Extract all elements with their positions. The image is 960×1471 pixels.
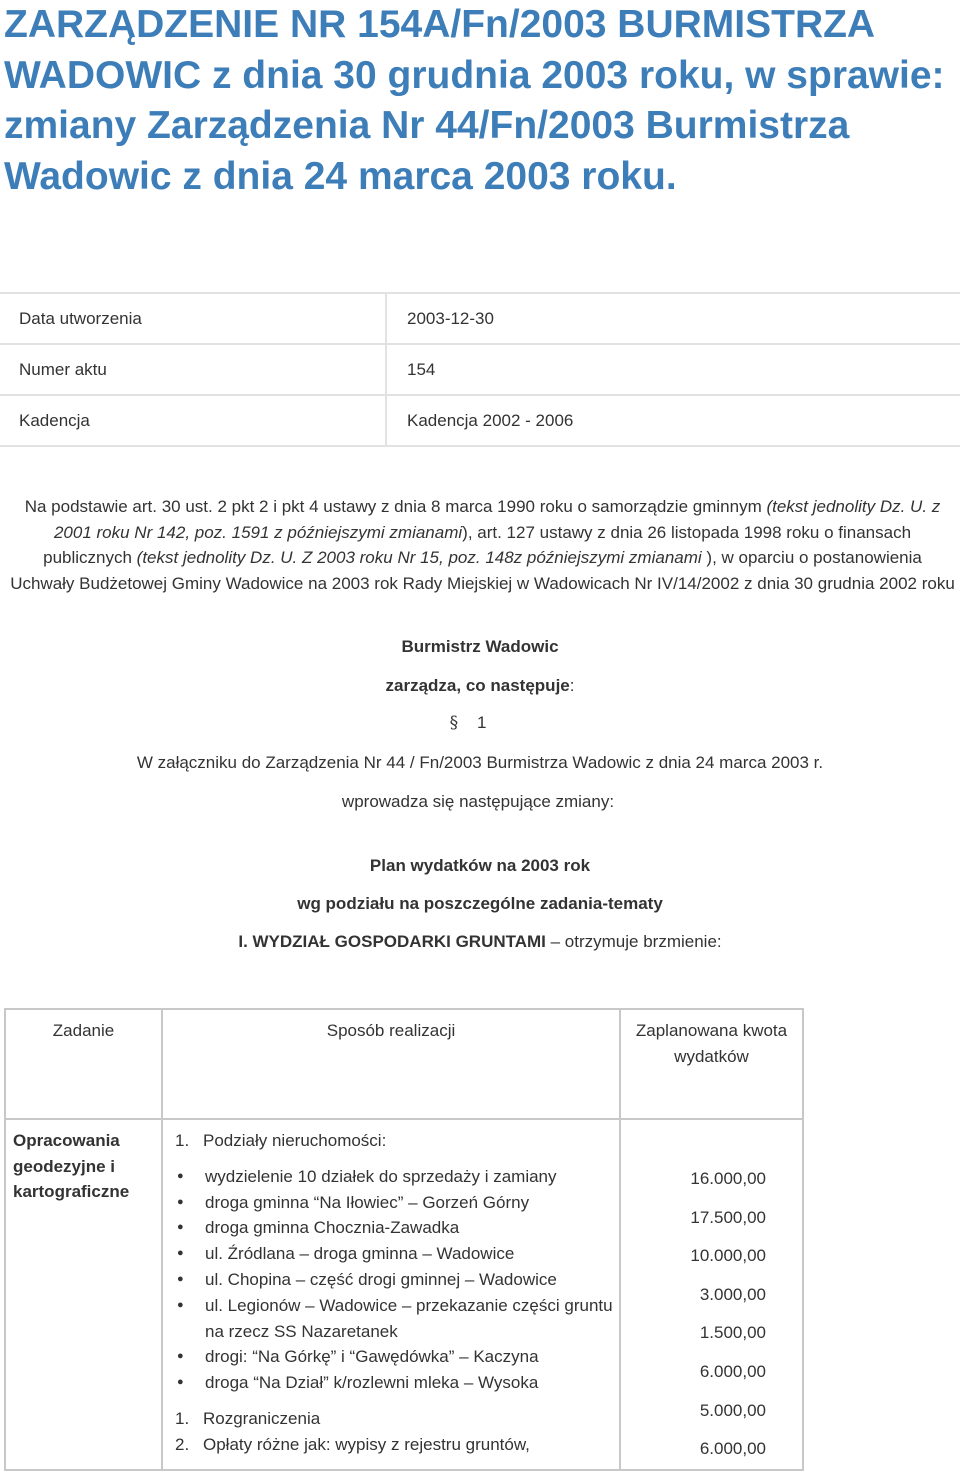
metadata-value: 2003-12-30 [386,293,960,344]
metadata-row [0,293,960,344]
item-number: 1. [175,1131,190,1150]
amount-value: 3.000,00 [699,1284,766,1304]
task-cell: Opracowania geodezyjne i kartograficzne [5,1119,162,1470]
metadata-value: 154 [386,344,960,395]
column-header-method: Sposób realizacji [162,1009,620,1119]
list-item [175,1432,619,1458]
intro-citation-1: (tekst jednolity Dz. U. z 2001 roku Nr 142, poz. 1591 z późniejszymi zmianami [53,497,941,542]
metadata-label: Numer aktu [0,344,386,395]
bullet-item: ● droga gminna Chocznia-Zawadka [175,1215,619,1241]
intro-citation-2: (tekst jednolity Dz. U. Z 2003 roku Nr 15, poz. 148z późniejszymi zmianami [136,548,707,567]
column-header-task: Zadanie [5,1009,162,1119]
bullet-item: ● droga gminna “Na Iłowiec” – Gorzeń Górny [175,1190,619,1216]
intro-text-1: Na podstawie art. 30 ust. 2 pkt 2 i pkt 4 ustawy z dnia 8 marca 1990 roku o samorządzie gminnym [24,497,767,516]
amount-value: 10.000,00 [690,1246,766,1266]
orders-colon: : [569,676,575,695]
bullet-item: ● wydzielenie 10 działek do sprzedaży i zamiany [175,1164,619,1190]
metadata-value: Kadencja 2002 - 2006 [386,395,960,446]
amount-value: 6.000,00 [699,1361,766,1381]
metadata-label: Data utworzenia [0,293,386,344]
item-label: Podziały nieruchomości: [203,1131,387,1150]
metadata-table [0,292,960,447]
table-header-row [5,1009,803,1119]
amount-cell [620,1119,803,1470]
section-heading [0,713,948,733]
item-label: Rozgraniczenia [203,1408,321,1428]
amount-value: 1.500,00 [699,1323,766,1343]
plan-title: Plan wydatków na 2003 rok [369,856,591,875]
bullet-item: ● ul. Chopina – część drogi gminnej – Wadowice [175,1267,619,1293]
department-name: I. WYDZIAŁ GOSPODARKI GRUNTAMI [238,932,546,951]
table-row [5,1119,803,1470]
expenditure-table [4,1008,804,1471]
bullet-item: ● droga “Na Dział” k/rozlewni mleka – Wysoka [175,1370,619,1396]
column-header-amount: Zaplanowana kwota wydatków [620,1009,803,1119]
section-sign: § [449,713,459,733]
legal-basis-paragraph [10,494,955,596]
department-rest: – otrzymuje brzmienie: [545,932,722,951]
intro-text-3: ), w oparciu o postanowienia Uchwały Budżetowej Gminy Wadowice na 2003 rok Rady Miejskiej w Wadowicach Nr IV/14/2002 z dnia 30 grudnia 2002 roku [10,548,955,593]
item-label: Opłaty różne jak: wypisy z rejestru gruntów, [203,1434,530,1454]
section-number: 1 [476,713,487,732]
list-item [175,1406,619,1432]
list-item [175,1128,619,1154]
amount-value: 5.000,00 [699,1400,766,1420]
bullet-item: ● ul. Legionów – Wadowice – przekazanie części gruntu na rzecz SS Nazaretanek [175,1293,619,1345]
bullet-item: ● ul. Źródlana – droga gminna – Wadowice [175,1241,619,1267]
item-number: 2. [175,1434,190,1454]
method-cell [162,1119,620,1470]
bullet-list [175,1164,619,1396]
bullet-item: ● drogi: “Na Górkę” i “Gawędówka” – Kaczyna [175,1344,619,1370]
plan-subtitle: wg podziału na poszczególne zadania-tematy [297,894,663,913]
intro-text-2: ), art. 127 ustawy z dnia 26 listopada 1998 roku o finansach publicznych [43,522,912,567]
metadata-row [0,395,960,446]
amount-value: 6.000,00 [699,1439,766,1459]
page-title: ZARZĄDZENIE NR 154A/Fn/2003 BURMISTRZA WADOWIC z dnia 30 grudnia 2003 roku, w sprawie: zmiany Zarządzenia Nr 44/Fn/2003 Burmistrza Wadowic z dnia 24 marca 2003 roku. [4,3,945,198]
metadata-row [0,344,960,395]
changes-text: wprowadza się następujące zmiany: [341,792,615,811]
annex-text: W załączniku do Zarządzenia Nr 44 / Fn/2003 Burmistrza Wadowic z dnia 24 marca 2003 r. [136,753,824,772]
orders-line [0,676,960,696]
orders-text: zarządza, co następuje [385,676,570,695]
amount-value: 17.500,00 [690,1207,766,1227]
metadata-label: Kadencja [0,395,386,446]
amount-value: 16.000,00 [690,1169,766,1188]
department-heading [0,932,960,952]
authority-heading: Burmistrz Wadowic [401,637,559,656]
item-number: 1. [175,1408,190,1428]
